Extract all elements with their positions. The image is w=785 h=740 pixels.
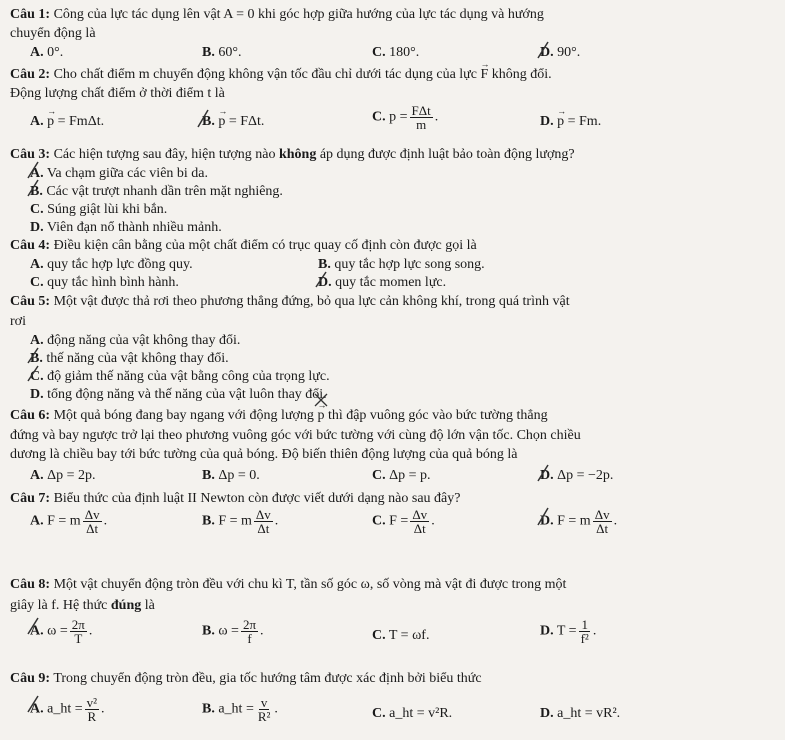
q1-option-d[interactable]: D. 90°. [540, 45, 581, 60]
q4-option-b[interactable]: B. quy tắc hợp lực song song. [318, 257, 485, 272]
q7-mark-icon [538, 508, 548, 525]
q2-option-d[interactable]: D. → p = Fm. [540, 112, 601, 132]
q1-text: Công của lực tác dụng lên vật A = 0 khi góc hợp giữa hướng của lực tác dụng và hướng [53, 7, 544, 22]
q2-option-b[interactable]: B. → p = FΔt. [202, 112, 264, 132]
q9-line1: Câu 9: Trong chuyển động tròn đều, gia tốc hướng tâm được xác định bởi biểu thức [10, 671, 482, 686]
q7-line1: Câu 7: Biểu thức của định luật II Newton còn được viết dưới dạng nào sau đây? [10, 491, 461, 506]
q3-option-c[interactable]: C. Súng giật lùi khi bắn. [30, 202, 168, 217]
q4-line1: Câu 4: Điều kiện cân bằng của một chất điểm có trục quay cố định còn được gọi là [10, 238, 477, 253]
q2-option-a[interactable]: A. → p = FmΔt. [30, 112, 104, 132]
q6-mark-icon [538, 465, 548, 481]
q5-option-a[interactable]: A. động năng của vật không thay đổi. [30, 333, 241, 348]
q4-option-c[interactable]: C. quy tắc hình bình hành. [30, 275, 179, 290]
q7-option-c[interactable]: C. F = $\frac{\Delta v}{\Delta t}$ . [372, 507, 435, 536]
q9-option-a[interactable]: A. a_ht = $\frac{\text{v²}}{R}$ . [30, 695, 105, 724]
q5-option-b[interactable]: B. thế năng của vật không thay đổi. [30, 351, 229, 366]
q6-line2: đứng và bay ngược trở lại theo phương vuông góc với bức tường với cùng độ lớn vận tốc. Chọn chiều [10, 428, 581, 443]
q3-option-b[interactable]: B. Các vật trượt nhanh dần trên mặt nghiêng. [30, 184, 283, 199]
q8-option-d[interactable]: D. T = $\frac{1}{\text{f²}}$ . [540, 617, 597, 646]
q9-option-b[interactable]: B. a_ht = $\frac{v}{\text{R²}}$ . [202, 695, 278, 724]
q3-mark-icon [28, 162, 38, 178]
q1-line2: chuyển động là [10, 26, 96, 41]
q2-mark-icon [198, 110, 208, 127]
q8-option-a[interactable]: A. ω = $\frac{2\pi}{T}$ . [30, 617, 93, 646]
q3-mark-b-icon [28, 180, 38, 196]
q5-line1: Câu 5: Một vật được thả rơi theo phương thẳng đứng, bỏ qua lực cản không khí, trong quá trình vật [10, 294, 570, 309]
q6-line3: dương là chiều bay tới bức tường của quả bóng. Độ biến thiên động lượng của quả bóng là [10, 447, 518, 462]
q5-line2: rơi [10, 314, 26, 329]
q2-option-c[interactable]: C. p = $\frac{\text{FΔt}}{m}$ . [372, 103, 439, 132]
q8-option-b[interactable]: B. ω = $\frac{2\pi}{f}$ . [202, 617, 264, 646]
q2-line2: Động lượng chất điểm ở thời điểm t là [10, 86, 225, 101]
q3-option-d[interactable]: D. Viên đạn nổ thành nhiều mảnh. [30, 220, 222, 235]
q4-option-a[interactable]: A. quy tắc hợp lực đồng quy. [30, 257, 193, 272]
q6-option-b[interactable]: B. Δp = 0. [202, 468, 260, 483]
q5-option-d[interactable]: D. tổng động năng và thế năng của vật luôn thay đổi. [30, 387, 327, 402]
q1-option-a[interactable]: A. 0°. [30, 45, 64, 60]
q5-cross-icon [315, 394, 327, 406]
q1-option-c[interactable]: C. 180°. [372, 45, 420, 60]
q1-option-b[interactable]: B. 60°. [202, 45, 242, 60]
q1-mark-icon [538, 42, 548, 58]
q8-option-c[interactable]: C. T = ωf. [372, 628, 430, 643]
q5-option-c[interactable]: C. độ giảm thế năng của vật bằng công của trọng lực. [30, 369, 330, 384]
q9-mark-icon [28, 696, 38, 712]
q5-mark-b-icon [28, 348, 38, 363]
q8-line2: giây là f. Hệ thức đúng là [10, 598, 155, 613]
q1-label: Câu 1: [10, 7, 51, 22]
q7-option-a[interactable]: A. F = m $\frac{\Delta v}{\Delta t}$ . [30, 507, 108, 536]
q6-line1: Câu 6: Một quả bóng đang bay ngang với động lượng → p thì đập vuông góc vào bức tường thẳng [10, 407, 548, 425]
q2-line1: Câu 2: Cho chất điểm m chuyển động không vận tốc đầu chỉ dưới tác dụng của lực → F không đổi. [10, 66, 552, 84]
q4-option-d[interactable]: D. quy tắc momen lực. [318, 275, 447, 290]
q6-option-d[interactable]: D. Δp = −2p. [540, 468, 614, 483]
q7-option-d[interactable]: D. F = m $\frac{\Delta v}{\Delta t}$ . [540, 507, 618, 536]
q6-option-a[interactable]: A. Δp = 2p. [30, 468, 96, 483]
q5-mark-c-icon [28, 366, 38, 381]
q6-option-c[interactable]: C. Δp = p. [372, 468, 431, 483]
q9-option-d[interactable]: D. a_ht = vR². [540, 706, 621, 721]
q9-option-c[interactable]: C. a_ht = v²R. [372, 706, 453, 721]
q4-mark-icon [316, 272, 326, 287]
q3-line1: Câu 3: Các hiện tượng sau đây, hiện tượng nào không áp dụng được định luật bảo toàn động lượng? [10, 147, 575, 162]
q8-line1: Câu 8: Một vật chuyển động tròn đều với chu kì T, tần số góc ω, số vòng mà vật đi được trong một [10, 577, 567, 592]
q7-option-b[interactable]: B. F = m $\frac{\Delta v}{\Delta t}$ . [202, 507, 279, 536]
q8-mark-icon [28, 618, 38, 634]
q3-option-a[interactable]: A. Va chạm giữa các viên bi da. [30, 166, 209, 181]
